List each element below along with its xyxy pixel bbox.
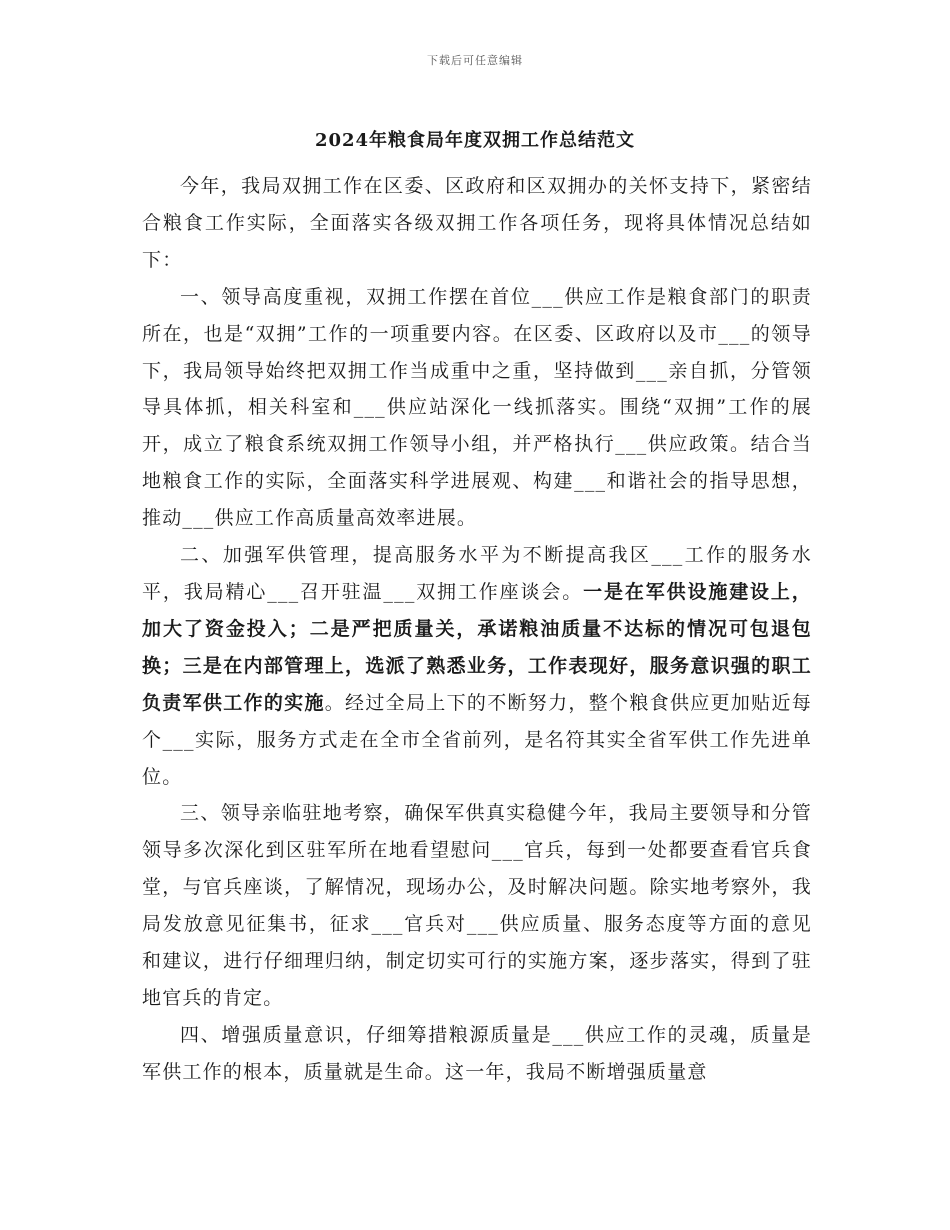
section-2-text-start: 二、加强军供管理，提高服务水平为不断提高我区___工作的服务水平，我局精心___召开驻温___双拥工作座谈会。 (142, 544, 812, 603)
section-4-paragraph: 四、增强质量意识，仔细筹措粮源质量是___供应工作的灵魂，质量是军供工作的根本，质量就是生命。这一年，我局不断增强质量意 (142, 1023, 812, 1083)
section-2-bold-text: 一是在军供设施建设上，加大了资金投入；二是严把质量关，承诺粮油质量不达标的情况可包退包换；三是在内部管理上，选派了熟悉业务，工作表现好，服务意识强的职工负责军供工作的实施 (142, 580, 812, 714)
document-body (142, 168, 812, 1091)
section-2-paragraph (142, 537, 812, 795)
intro-paragraph: 今年，我局双拥工作在区委、区政府和区双拥办的关怀支持下，紧密结合粮食工作实际，全面落实各级双拥工作各项任务，现将具体情况总结如下： (142, 175, 812, 271)
section-2-text-end: 。经过全局上下的不断努力，整个粮食供应更加贴近每个___实际，服务方式走在全市全省前列，是名符其实全省军供工作先进单位。 (142, 691, 812, 788)
section-3-paragraph: 三、领导亲临驻地考察，确保军供真实稳健今年，我局主要领导和分管领导多次深化到区驻军所在地看望慰问___官兵，每到一处都要查看官兵食堂，与官兵座谈，了解情况，现场办公，及时解决问题。除实地考察外，我局发放意见征集书，征求___官兵对___供应质量、服务态度等方面的意见和建议，进行仔细理归纳，制定切实可行的实施方案，逐步落实，得到了驻地官兵的肯定。 (142, 802, 812, 1009)
section-1-paragraph: 一、领导高度重视，双拥工作摆在首位___供应工作是粮食部门的职责所在，也是“双拥”工作的一项重要内容。在区委、区政府以及市___的领导下，我局领导始终把双拥工作当成重中之重，坚持做到___亲自抓，分管领导具体抓，相关科室和___供应站深化一线抓落实。围绕“双拥”工作的展开，成立了粮食系统双拥工作领导小组，并严格执行___供应政策。结合当地粮食工作的实际，全面落实科学进展观、构建___和谐社会的指导思想，推动___供应工作高质量高效率进展。 (142, 285, 812, 530)
page-header-note: 下载后可任意编辑 (427, 54, 523, 67)
document-title: 2024年粮食局年度双拥工作总结范文 (314, 130, 636, 151)
